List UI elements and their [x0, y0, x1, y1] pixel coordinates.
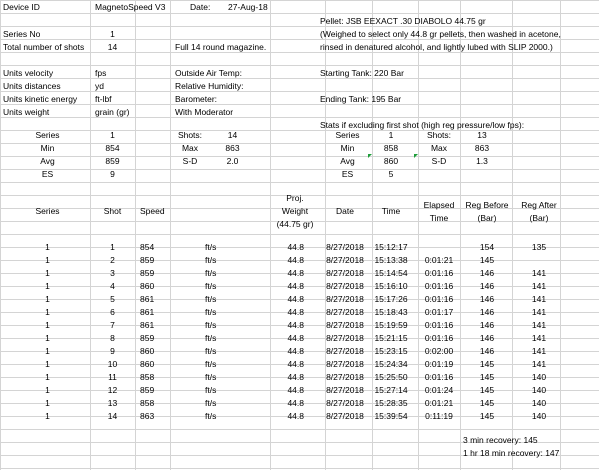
cell-elapsed[interactable]: 0:01:16: [424, 294, 454, 304]
cell-weight[interactable]: 44.8: [287, 294, 304, 304]
series-no-label: Series No: [3, 29, 41, 39]
stats-excl-title: Stats if excluding first shot (high reg pressure/low fps):: [320, 120, 525, 130]
cell-unit[interactable]: ft/s: [205, 385, 217, 395]
cell-weight[interactable]: 44.8: [287, 255, 304, 265]
stats-avg-label: Avg: [40, 156, 55, 166]
stats-excl-series-label: Series: [335, 130, 360, 140]
cell-reg-after[interactable]: 141: [531, 294, 547, 304]
outside-air-temp-label: Outside Air Temp:: [175, 68, 242, 78]
cell-time[interactable]: 15:23:15: [374, 346, 408, 356]
cell-series[interactable]: 1: [45, 372, 50, 382]
cell-elapsed[interactable]: [418, 242, 460, 253]
cell-elapsed[interactable]: 0:02:00: [424, 346, 454, 356]
cell-elapsed[interactable]: 0:11:19: [425, 411, 453, 421]
cell-reg-before[interactable]: 146: [479, 307, 495, 317]
cell-unit[interactable]: ft/s: [205, 281, 217, 291]
starting-tank: Starting Tank: 220 Bar: [320, 68, 404, 78]
cell-speed[interactable]: 858: [140, 398, 155, 408]
cell-time[interactable]: 15:21:15: [374, 333, 408, 343]
cell-time[interactable]: 15:17:26: [374, 294, 408, 304]
cell-speed[interactable]: 854: [140, 242, 155, 252]
cell-time[interactable]: 15:24:34: [374, 359, 408, 369]
cell-reg-before[interactable]: 146: [479, 333, 495, 343]
stats-excl-shots-label: Shots:: [426, 130, 452, 140]
units-distances-label: Units distances: [3, 81, 61, 91]
cell-reg-after[interactable]: 140: [531, 372, 547, 382]
stats-sd-value[interactable]: 2.0: [226, 156, 239, 166]
stats-excl-es-label: ES: [341, 169, 354, 179]
cell-elapsed[interactable]: 0:01:17: [424, 307, 454, 317]
cell-time[interactable]: 15:27:14: [374, 385, 408, 395]
col-header-reg-before-1: Reg Before: [465, 200, 509, 210]
cell-reg-after[interactable]: 141: [531, 333, 547, 343]
cell-date[interactable]: 8/27/2018: [326, 372, 364, 382]
cell-shot[interactable]: 3: [110, 268, 115, 278]
cell-elapsed[interactable]: 0:01:24: [424, 385, 454, 395]
cell-reg-after[interactable]: 141: [531, 281, 547, 291]
units-weight-label: Units weight: [3, 107, 50, 117]
total-shots-label: Total number of shots: [3, 42, 85, 52]
cell-speed[interactable]: 859: [140, 385, 155, 395]
col-header-shot: Shot: [103, 206, 122, 216]
cell-speed[interactable]: 861: [140, 320, 155, 330]
stats-excl-min-value[interactable]: 858: [383, 143, 399, 153]
cell-reg-after[interactable]: 141: [531, 307, 547, 317]
cell-speed[interactable]: 859: [140, 333, 155, 343]
device-id-label: Device ID: [3, 2, 40, 12]
cell-unit[interactable]: ft/s: [205, 346, 217, 356]
cell-elapsed[interactable]: 0:01:16: [424, 281, 454, 291]
cell-date[interactable]: 8/27/2018: [326, 385, 364, 395]
stats-excl-max-value[interactable]: 863: [474, 143, 490, 153]
cell-unit[interactable]: ft/s: [205, 398, 217, 408]
cell-time[interactable]: 15:19:59: [374, 320, 408, 330]
cell-speed[interactable]: 860: [140, 359, 155, 369]
stats-shots-value[interactable]: 14: [227, 130, 238, 140]
cell-shot[interactable]: 10: [107, 359, 118, 369]
col-header-time: Time: [381, 206, 401, 216]
stats-sd-label: S-D: [182, 156, 198, 166]
pellet-line-2: (Weighed to select only 44.8 gr pellets, then washed in acetone,: [320, 29, 561, 39]
cell-shot[interactable]: 2: [110, 255, 115, 265]
cell-reg-before[interactable]: 145: [479, 385, 495, 395]
cell-elapsed[interactable]: 0:01:16: [424, 268, 454, 278]
cell-elapsed[interactable]: 0:01:16: [424, 372, 454, 382]
stats-es-label: ES: [41, 169, 54, 179]
date-label: Date:: [190, 2, 211, 12]
pellet-line-1: Pellet: JSB EEXACT .30 DIABOLO 44.75 gr: [320, 16, 486, 26]
cell-weight[interactable]: 44.8: [287, 307, 304, 317]
col-header-series: Series: [35, 206, 60, 216]
device-id-value[interactable]: MagnetoSpeed V3: [95, 2, 166, 12]
cell-shot[interactable]: 4: [110, 281, 115, 291]
cell-reg-after[interactable]: [512, 255, 566, 266]
cell-weight[interactable]: 44.8: [287, 411, 304, 421]
cell-shot[interactable]: 11: [108, 372, 117, 382]
cell-reg-before[interactable]: 145: [479, 398, 495, 408]
cell-series[interactable]: 1: [45, 398, 50, 408]
cell-date[interactable]: 8/27/2018: [326, 307, 364, 317]
comment-marker-icon[interactable]: [368, 154, 372, 158]
stats-excl-min-label: Min: [340, 143, 355, 153]
cell-unit[interactable]: ft/s: [205, 411, 217, 421]
cell-weight[interactable]: 44.8: [287, 346, 304, 356]
cell-reg-before[interactable]: 145: [479, 411, 495, 421]
cell-unit[interactable]: ft/s: [205, 294, 217, 304]
col-header-reg-before-2: (Bar): [477, 213, 497, 223]
cell-speed[interactable]: 859: [140, 268, 155, 278]
stats-excl-series-value[interactable]: 1: [388, 130, 394, 140]
cell-time[interactable]: 15:28:35: [374, 398, 408, 408]
cell-reg-after[interactable]: 141: [531, 268, 547, 278]
cell-reg-before[interactable]: 146: [479, 320, 495, 330]
cell-speed[interactable]: 863: [140, 411, 155, 421]
cell-reg-after[interactable]: 141: [531, 359, 547, 369]
cell-reg-after[interactable]: 141: [531, 346, 547, 356]
cell-weight[interactable]: 44.8: [287, 333, 304, 343]
cell-date[interactable]: 8/27/2018: [326, 333, 364, 343]
cell-weight[interactable]: 44.8: [287, 398, 304, 408]
total-shots-value[interactable]: 14: [107, 42, 118, 52]
cell-reg-after[interactable]: 140: [531, 411, 547, 421]
cell-speed[interactable]: 861: [140, 307, 155, 317]
units-energy-value[interactable]: ft-lbf: [95, 94, 112, 104]
date-value[interactable]: 27-Aug-18: [228, 2, 268, 12]
pellet-line-3: rinsed in denatured alcohol, and lightly lubed with SLIP 2000.): [320, 42, 553, 52]
cell-reg-after[interactable]: 141: [531, 320, 547, 330]
recovery-3min: 3 min recovery: 145: [463, 435, 538, 445]
stats-shots-label: Shots:: [177, 130, 203, 140]
relative-humidity-label: Relative Humidity:: [175, 81, 244, 91]
cell-reg-after[interactable]: 140: [531, 385, 547, 395]
cell-weight[interactable]: 44.8: [287, 359, 304, 369]
cell-reg-before[interactable]: 146: [479, 281, 495, 291]
cell-date[interactable]: 8/27/2018: [326, 398, 364, 408]
cell-weight[interactable]: 44.8: [287, 268, 304, 278]
cell-shot[interactable]: 7: [110, 320, 115, 330]
cell-series[interactable]: 1: [45, 294, 50, 304]
cell-shot[interactable]: 8: [110, 333, 115, 343]
cell-date[interactable]: 8/27/2018: [326, 320, 364, 330]
cell-date[interactable]: 8/27/2018: [326, 281, 364, 291]
stats-max-label: Max: [181, 143, 199, 153]
series-no-value[interactable]: 1: [110, 29, 115, 39]
col-header-weight-1: Proj.: [286, 193, 304, 203]
units-velocity-label: Units velocity: [3, 68, 54, 78]
cell-shot[interactable]: 5: [110, 294, 115, 304]
cell-time[interactable]: 15:13:38: [374, 255, 408, 265]
col-header-speed: Speed: [140, 206, 165, 216]
cell-time[interactable]: 15:12:17: [374, 242, 408, 252]
stats-min-label: Min: [40, 143, 55, 153]
stats-series-label: Series: [35, 130, 60, 140]
cell-series[interactable]: 1: [45, 268, 50, 278]
stats-min-value[interactable]: 854: [105, 143, 120, 153]
cell-speed[interactable]: 860: [140, 281, 155, 291]
stats-excl-max-label: Max: [430, 143, 448, 153]
stats-series-value[interactable]: 1: [110, 130, 115, 140]
ending-tank: Ending Tank: 195 Bar: [320, 94, 402, 104]
col-header-elapsed-1: Elapsed: [423, 200, 455, 210]
col-header-reg-after-2: (Bar): [529, 213, 549, 223]
cell-reg-before[interactable]: 146: [479, 346, 495, 356]
cell-weight[interactable]: 44.8: [287, 281, 304, 291]
units-distances-value[interactable]: yd: [95, 81, 104, 91]
cell-elapsed[interactable]: 0:01:21: [424, 255, 454, 265]
cell-unit[interactable]: ft/s: [205, 307, 217, 317]
cell-shot[interactable]: 6: [110, 307, 115, 317]
col-header-elapsed-2: Time: [429, 213, 449, 223]
cell-series[interactable]: 1: [45, 385, 50, 395]
cell-date[interactable]: 8/27/2018: [326, 346, 364, 356]
cell-reg-before[interactable]: 145: [479, 255, 495, 265]
cell-series[interactable]: 1: [45, 411, 50, 421]
col-header-weight-2: Weight: [281, 206, 309, 216]
cell-time[interactable]: 15:18:43: [374, 307, 408, 317]
cell-shot[interactable]: 1: [110, 242, 115, 252]
cell-shot[interactable]: 14: [107, 411, 118, 421]
stats-es-value[interactable]: 9: [110, 169, 115, 179]
stats-excl-shots-value[interactable]: 13: [477, 130, 487, 140]
cell-unit[interactable]: ft/s: [205, 268, 217, 278]
stats-excl-sd-value[interactable]: 1.3: [476, 156, 488, 166]
cell-weight[interactable]: 44.8: [287, 320, 304, 330]
cell-date[interactable]: 8/27/2018: [326, 255, 364, 265]
stats-excl-avg-label: Avg: [340, 156, 355, 166]
cell-elapsed[interactable]: 0:01:16: [424, 320, 454, 330]
cell-reg-before[interactable]: 154: [479, 242, 495, 252]
cell-series[interactable]: 1: [45, 320, 50, 330]
cell-shot[interactable]: 13: [107, 398, 118, 408]
cell-series[interactable]: 1: [45, 307, 50, 317]
cell-shot[interactable]: 12: [107, 385, 118, 395]
cell-weight[interactable]: 44.8: [287, 372, 304, 382]
comment-marker-icon[interactable]: [414, 154, 418, 158]
cell-date[interactable]: 8/27/2018: [326, 294, 364, 304]
cell-series[interactable]: 1: [45, 242, 50, 252]
cell-elapsed[interactable]: 0:01:16: [424, 333, 454, 343]
magazine-note: Full 14 round magazine.: [175, 42, 267, 52]
cell-reg-after[interactable]: 135: [531, 242, 547, 252]
cell-date[interactable]: 8/27/2018: [326, 268, 364, 278]
cell-date[interactable]: 8/27/2018: [326, 242, 364, 252]
cell-elapsed[interactable]: 0:01:21: [424, 398, 454, 408]
cell-date[interactable]: 8/27/2018: [326, 359, 364, 369]
cell-series[interactable]: 1: [45, 359, 50, 369]
cell-unit[interactable]: ft/s: [205, 320, 217, 330]
cell-reg-before[interactable]: 145: [479, 372, 495, 382]
recovery-1hr18min: 1 hr 18 min recovery: 147: [463, 448, 560, 458]
units-energy-label: Units kinetic energy: [3, 94, 78, 104]
cell-series[interactable]: 1: [45, 255, 50, 265]
cell-time[interactable]: 15:25:50: [374, 372, 408, 382]
stats-excl-sd-label: S-D: [431, 156, 447, 166]
stats-excl-es-value[interactable]: 5: [388, 169, 394, 179]
cell-unit[interactable]: ft/s: [205, 242, 217, 252]
cell-reg-before[interactable]: 145: [479, 359, 495, 369]
cell-time[interactable]: 15:39:54: [374, 411, 408, 421]
cell-reg-after[interactable]: 140: [531, 398, 547, 408]
cell-series[interactable]: 1: [45, 333, 50, 343]
col-header-date: Date: [336, 206, 354, 216]
cell-series[interactable]: 1: [45, 346, 50, 356]
stats-max-value[interactable]: 863: [225, 143, 240, 153]
cell-unit[interactable]: ft/s: [205, 359, 217, 369]
cell-speed[interactable]: 858: [140, 372, 155, 382]
cell-reg-before[interactable]: 146: [479, 268, 495, 278]
stats-avg-value[interactable]: 859: [105, 156, 120, 166]
moderator-label: With Moderator: [175, 107, 234, 117]
units-weight-value[interactable]: grain (gr): [95, 107, 130, 117]
cell-weight[interactable]: 44.8: [287, 242, 304, 252]
cell-time[interactable]: 15:16:10: [374, 281, 408, 291]
cell-speed[interactable]: 860: [140, 346, 155, 356]
cell-series[interactable]: 1: [45, 281, 50, 291]
barometer-label: Barometer:: [175, 94, 218, 104]
cell-unit[interactable]: ft/s: [205, 372, 217, 382]
cell-unit[interactable]: ft/s: [205, 333, 217, 343]
cell-speed[interactable]: 861: [140, 294, 155, 304]
cell-reg-before[interactable]: 146: [479, 294, 495, 304]
cell-elapsed[interactable]: 0:01:19: [424, 359, 454, 369]
cell-date[interactable]: 8/27/2018: [326, 411, 364, 421]
cell-weight[interactable]: 44.8: [287, 385, 304, 395]
cell-unit[interactable]: ft/s: [205, 255, 217, 265]
units-velocity-value[interactable]: fps: [95, 68, 107, 78]
stats-excl-avg-value[interactable]: 860: [383, 156, 399, 166]
cell-shot[interactable]: 9: [110, 346, 115, 356]
cell-speed[interactable]: 859: [140, 255, 155, 265]
cell-time[interactable]: 15:14:54: [374, 268, 408, 278]
col-header-weight-3: (44.75 gr): [276, 219, 314, 229]
col-header-reg-after-1: Reg After: [521, 200, 557, 210]
